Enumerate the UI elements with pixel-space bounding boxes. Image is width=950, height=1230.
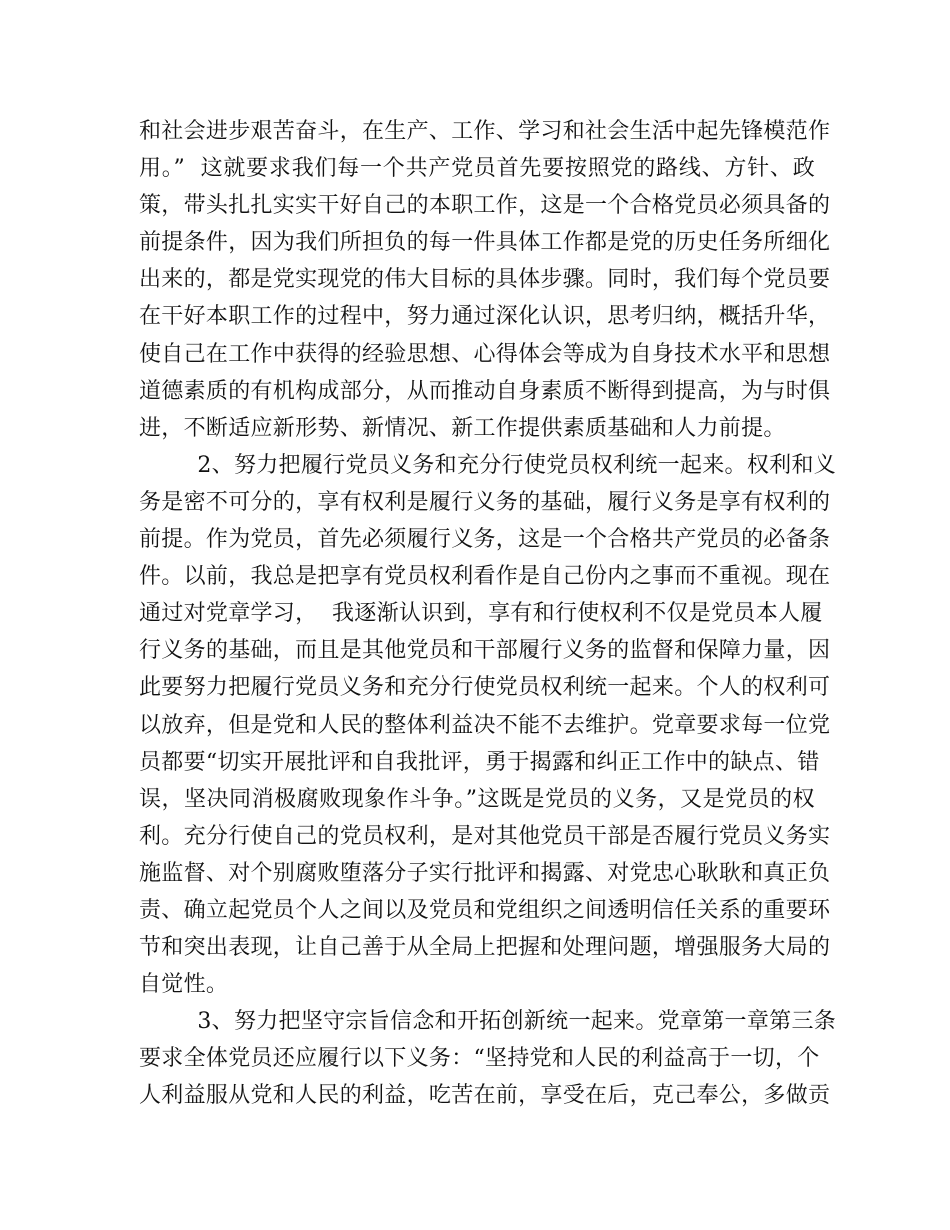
document-body <box>139 113 837 1115</box>
text-line: 自觉性。 <box>139 972 229 998</box>
text-line: 节和突出表现，让自己善于从全局上把握和处理问题，增强服务大局的 <box>139 935 831 961</box>
text-line: 以放弃，但是党和人民的整体利益决不能不去维护。党章要求每一位党 <box>139 712 831 738</box>
text-line: 2、努力把履行党员义务和充分行使党员权利统一起来。权利和义 <box>139 452 837 478</box>
text-line: 和社会进步艰苦奋斗，在生产、工作、学习和社会生活中起先锋模范作 <box>139 119 831 144</box>
text-line: 利。充分行使自己的党员权利，是对其他党员干部是否履行党员义务实 <box>139 823 831 849</box>
text-line: 用。” 这就要求我们每一个共产党员首先要按照党的路线、方针、政 <box>139 156 815 182</box>
text-line: 道德素质的有机构成部分，从而推动自身素质不断得到提高，为与时俱 <box>139 378 831 404</box>
text-line: 进，不断适应新形势、新情况、新工作提供素质基础和人力前提。 <box>139 415 786 441</box>
text-line: 误，坚决同消极腐败现象作斗争。”这既是党员的义务，又是党员的权 <box>139 786 815 812</box>
text-line: 责、确立起党员个人之间以及党员和党组织之间透明信任关系的重要环 <box>139 897 831 923</box>
text-line: 使自己在工作中获得的经验思想、心得体会等成为自身技术水平和思想 <box>139 341 831 367</box>
text-line: 施监督、对个别腐败堕落分子实行批评和揭露、对党忠心耿耿和真正负 <box>139 860 831 886</box>
text-line: 3、努力把坚守宗旨信念和开拓创新统一起来。党章第一章第三条 <box>139 1009 837 1035</box>
text-line: 件。以前，我总是把享有党员权利看作是自己份内之事而不重视。现在 <box>139 564 831 590</box>
text-line: 务是密不可分的，享有权利是履行义务的基础，履行义务是享有权利的 <box>139 489 831 515</box>
text-line: 要求全体党员还应履行以下义务：“坚持党和人民的利益高于一切，个 <box>139 1046 820 1072</box>
text-line: 前提条件，因为我们所担负的每一件具体工作都是党的历史任务所细化 <box>139 230 831 256</box>
text-line: 出来的，都是党实现党的伟大目标的具体步骤。同时，我们每个党员要 <box>139 267 831 293</box>
text-line: 此要努力把履行党员义务和充分行使党员权利统一起来。个人的权利可 <box>139 675 831 701</box>
text-line: 策，带头扎扎实实干好自己的本职工作，这是一个合格党员必须具备的 <box>139 193 831 219</box>
text-line: 行义务的基础，而且是其他党员和干部履行义务的监督和保障力量，因 <box>139 638 831 664</box>
text-line: 员都要“切实开展批评和自我批评，勇于揭露和纠正工作中的缺点、错 <box>139 749 820 775</box>
text-line: 通过对党章学习， 我逐渐认识到，享有和行使权利不仅是党员本人履 <box>139 601 823 627</box>
text-line: 在干好本职工作的过程中，努力通过深化认识，思考归纳，概括升华， <box>139 304 831 330</box>
text-line: 人利益服从党和人民的利益，吃苦在前，享受在后，克己奉公，多做贡 <box>139 1083 831 1109</box>
text-line: 前提。作为党员，首先必须履行义务，这是一个合格共产党员的必备条 <box>139 527 831 553</box>
